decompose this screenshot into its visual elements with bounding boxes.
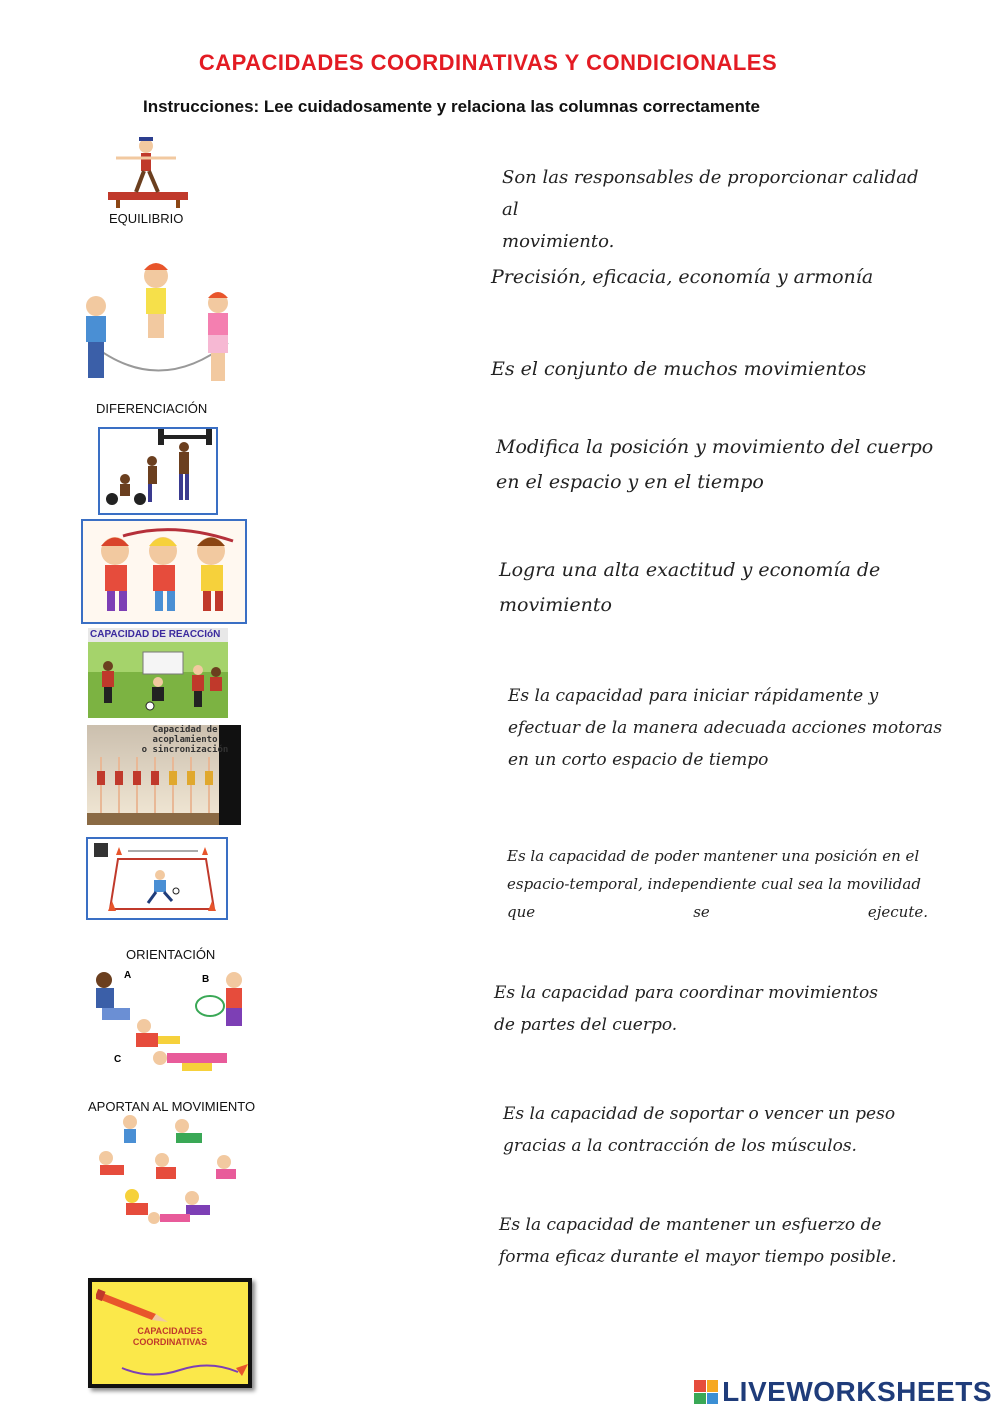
definition-1-line-2: movimiento. [502, 231, 615, 252]
synchronization-dancers-image [87, 725, 241, 825]
definition-9-line-2: gracias a la contracción de los músculos. [503, 1136, 857, 1156]
stretching-kids-image [92, 1114, 247, 1232]
orientation-letter-a: A [124, 970, 132, 981]
card-caption-1: CAPACIDADES [137, 1326, 203, 1336]
sync-caption-2: acoplamiento [152, 735, 218, 745]
definition-5-line-1: Logra una alta exactitud y economía de [499, 559, 881, 581]
definition-7 [507, 842, 928, 926]
label-equilibrio: EQUILIBRIO [109, 211, 184, 226]
definition-6-line-2: efectuar de la manera adecuada acciones motoras [508, 718, 943, 738]
dancing-kids-image [81, 519, 247, 624]
definition-6-line-1: Es la capacidad para iniciar rápidamente y [508, 686, 879, 706]
definition-8 [494, 977, 878, 1041]
definition-2: Precisión, eficacia, economía y armonía [491, 266, 874, 288]
definition-1-line-1: Son las responsables de proporcionar calidad al [502, 167, 919, 220]
reaction-caption: CAPACIDAD DE REACCIóN [90, 629, 221, 640]
jump-rope-image [68, 258, 253, 393]
reaction-soccer-image [88, 628, 228, 718]
liveworksheets-logo [694, 1376, 992, 1408]
instructions: Instrucciones: Lee cuidadosamente y relaciona las columnas correctamente [143, 97, 760, 116]
definition-7-line-3: que se ejecute. [507, 903, 928, 921]
label-aportan: APORTAN AL MOVIMIENTO [88, 1099, 256, 1114]
capacidades-coordinativas-card [88, 1278, 252, 1388]
definition-4 [496, 430, 933, 500]
label-orientacion: ORIENTACIÓN [126, 947, 216, 962]
definition-10-line-2: forma eficaz durante el mayor tiempo posible. [499, 1247, 897, 1267]
definition-10 [499, 1209, 897, 1273]
definition-8-line-1: Es la capacidad para coordinar movimientos [494, 983, 878, 1003]
cone-course-image [86, 837, 228, 920]
definition-5-line-2: movimiento [499, 594, 612, 616]
balance-beam-image [106, 132, 196, 212]
weightlifting-image [98, 427, 218, 515]
orientation-letter-b: B [202, 974, 210, 985]
sync-caption-3: o sincronización [141, 745, 229, 755]
card-caption-2: COORDINATIVAS [132, 1337, 208, 1347]
definition-4-line-2: en el espacio y en el tiempo [496, 471, 764, 493]
label-diferenciacion: DIFERENCIACIÓN [96, 401, 208, 416]
definition-1 [502, 162, 922, 258]
definition-8-line-2: de partes del cuerpo. [494, 1015, 678, 1035]
definition-6 [508, 680, 942, 776]
liveworksheets-logo-icon [694, 1380, 718, 1404]
definition-10-line-1: Es la capacidad de mantener un esfuerzo de [499, 1215, 882, 1235]
definition-4-line-1: Modifica la posición y movimiento del cuerpo [496, 436, 934, 458]
sync-caption-1: Capacidad de [152, 725, 218, 735]
definition-6-line-3: en un corto espacio de tiempo [508, 750, 769, 770]
definition-7-line-1: Es la capacidad de poder mantener una posición en el [507, 847, 920, 865]
definition-9-line-1: Es la capacidad de soportar o vencer un peso [503, 1104, 896, 1124]
orientation-letter-c: C [114, 1054, 122, 1065]
orientation-kids-image [82, 968, 252, 1076]
definition-7-line-2: espacio-temporal, independiente cual sea la movilidad [507, 875, 921, 893]
definition-5 [499, 553, 880, 623]
definition-3: Es el conjunto de muchos movimientos [491, 358, 867, 380]
definition-9 [503, 1098, 895, 1162]
page-title: CAPACIDADES COORDINATIVAS Y CONDICIONALES [198, 50, 778, 75]
liveworksheets-logo-text: LIVEWORKSHEETS [722, 1376, 992, 1407]
